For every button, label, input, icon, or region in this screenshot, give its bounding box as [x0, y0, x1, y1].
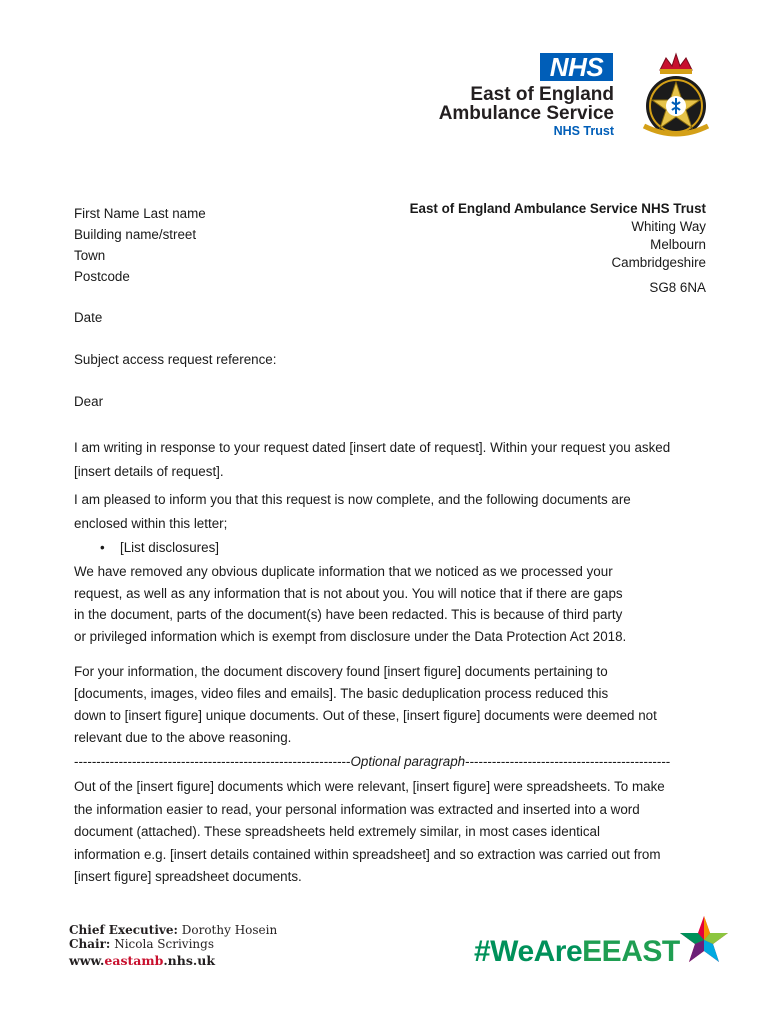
paragraph-line: We have removed any obvious duplicate information that we noticed as we processed your — [74, 564, 613, 579]
sender-name: East of England Ambulance Service NHS Trust — [409, 201, 706, 216]
recipient-town: Town — [74, 248, 106, 263]
paragraph-line: relevant due to the above reasoning. — [74, 730, 292, 745]
we-are-eeast-hashtag — [474, 935, 680, 969]
paragraph-2 — [74, 488, 714, 536]
footer-website-link[interactable] — [69, 953, 215, 968]
paragraph-4 — [74, 661, 714, 749]
divider-dashes-right: ---------------------------------------------- — [465, 754, 671, 769]
paragraph-1 — [74, 436, 714, 484]
sender-address — [410, 200, 706, 297]
multicolour-star-icon — [678, 914, 730, 966]
sender-locality: Melbourn — [650, 237, 706, 252]
web-suffix: .nhs.uk — [163, 953, 215, 968]
hashtag-part-1: #WeAre — [474, 935, 583, 968]
recipient-name: First Name Last name — [74, 206, 206, 221]
org-name-line-3: NHS Trust — [553, 124, 614, 138]
paragraph-line: document (attached). These spreadsheets held extremely similar, in most cases identical — [74, 824, 600, 839]
paragraph-line: request, as well as any information that is not about you. You will notice that if there are gaps — [74, 585, 623, 601]
bullet-icon: • — [100, 540, 105, 555]
chair-name: Nicola Scrivings — [114, 937, 214, 951]
paragraph-line: in the document, parts of the document(s) have been redacted. This is because of third party — [74, 607, 623, 622]
ceo-label: Chief Executive: — [69, 923, 178, 937]
recipient-postcode: Postcode — [74, 269, 130, 284]
sender-county: Cambridgeshire — [611, 255, 706, 270]
paragraph-5 — [74, 776, 714, 889]
paragraph-3 — [74, 561, 714, 647]
recipient-address — [74, 203, 206, 287]
paragraph-line: I am writing in response to your request dated [insert date of request]. Within your request you asked — [74, 440, 671, 455]
paragraph-line: I am pleased to inform you that this request is now complete, and the following documents are — [74, 492, 631, 507]
paragraph-line: [insert figure] spreadsheet documents. — [74, 869, 302, 884]
org-name-line-2: Ambulance Service — [438, 103, 614, 124]
letter-subject: Subject access request reference: — [74, 352, 277, 367]
paragraph-line: enclosed within this letter; — [74, 516, 228, 531]
paragraph-line: down to [insert figure] unique documents. Out of these, [insert figure] documents were deemed not — [74, 708, 657, 723]
letter-date: Date — [74, 310, 103, 325]
org-name-line-1: East of England — [470, 84, 614, 105]
footer-chair — [69, 937, 214, 951]
disclosure-list-label: [List disclosures] — [120, 540, 219, 555]
footer-chief-executive — [69, 923, 277, 937]
disclosure-list-item — [100, 540, 219, 555]
sender-street: Whiting Way — [631, 219, 706, 234]
optional-paragraph-divider — [74, 754, 670, 769]
paragraph-line: or privileged information which is exempt from disclosure under the Data Protection Act 2018. — [74, 628, 627, 644]
chair-label: Chair: — [69, 937, 111, 951]
web-prefix: www. — [69, 953, 105, 968]
recipient-building: Building name/street — [74, 227, 197, 242]
hashtag-part-2: EEAST — [582, 935, 680, 968]
paragraph-line: [insert details of request]. — [74, 464, 224, 479]
nhs-logo: NHS — [540, 53, 613, 81]
eeast-crest-icon — [636, 50, 716, 142]
letter-salutation: Dear — [74, 394, 104, 409]
sender-postcode: SG8 6NA — [649, 280, 706, 295]
divider-dashes-left: -------------------------------------------------------------- — [74, 754, 351, 769]
paragraph-line: information e.g. [insert details contained within spreadsheet] and so extraction was carried out from — [74, 846, 661, 862]
web-host: eastamb — [104, 953, 164, 968]
paragraph-line: Out of the [insert figure] documents which were relevant, [insert figure] were spreadsheets. To make — [74, 779, 665, 794]
paragraph-line: the information easier to read, your personal information was extracted and inserted into a word — [74, 801, 640, 817]
paragraph-line: For your information, the document discovery found [insert figure] documents pertaining to — [74, 664, 608, 679]
optional-paragraph-label: Optional paragraph — [350, 754, 466, 769]
paragraph-line: [documents, images, video files and emails]. The basic deduplication process reduced this — [74, 686, 609, 701]
ceo-name: Dorothy Hosein — [181, 923, 278, 937]
